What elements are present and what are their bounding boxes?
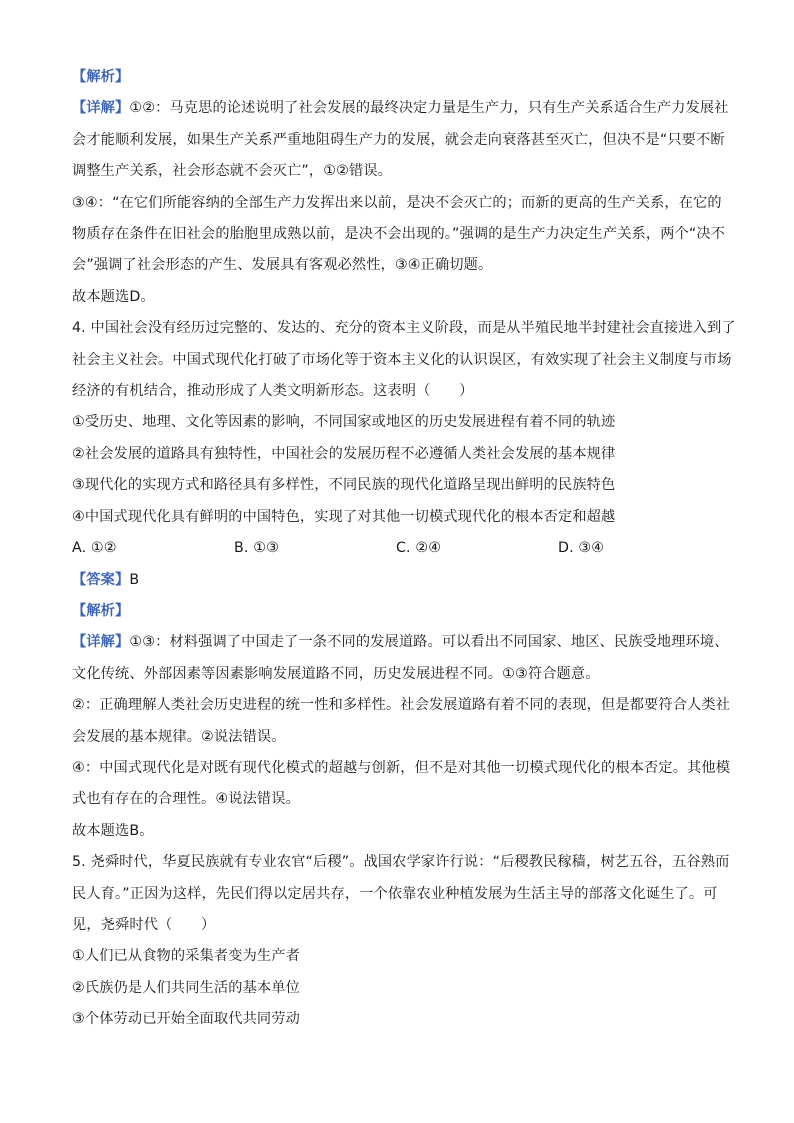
- answer-options: [72, 533, 728, 564]
- detail-line: 会才能顺利发展，如果生产关系严重地阻碍生产力的发展，就会走向衰落甚至灭亡，但决不是“只要不断: [72, 131, 725, 148]
- option-a: A. ①②: [72, 540, 117, 557]
- detail-line: 会发展的基本规律。②说法错误。: [72, 728, 286, 745]
- detail-label: 【详解】: [72, 634, 130, 651]
- document-page: [72, 62, 736, 1036]
- question-stem: 4. 中国社会没有经历过完整的、发达的、充分的资本主义阶段，而是从半殖民地半封建社会直接进入到了: [72, 320, 736, 337]
- question-stem: 见，尧舜时代（ ）: [72, 916, 216, 933]
- detail-paragraph: 【详解】①②：马克思的论述说明了社会发展的最终决定力量是生产力，只有生产关系适合生产力发展社: [72, 100, 729, 117]
- answer-label: 【答案】: [72, 571, 130, 588]
- detail-line: ③④：“在它们所能容纳的全部生产力发挥出来以前，是决不会灭亡的；而新的更高的生产关系，在它的: [72, 194, 722, 211]
- question-stem: 社会主义社会。中国式现代化打破了市场化等于资本主义化的认识误区，有效实现了社会主义制度与市场: [72, 351, 732, 368]
- detail-line: 会”强调了社会形态的产生、发展具有客观必然性，③④正确切题。: [72, 257, 493, 274]
- statement-item: ③现代化的实现方式和路径具有多样性，不同民族的现代化道路呈现出鲜明的民族特色: [72, 477, 616, 494]
- detail-line: 物质存在条件在旧社会的胎胞里成熟以前，是决不会出现的。”强调的是生产力决定生产关系，两个“决不: [72, 226, 726, 243]
- statement-item: ②氏族仍是人们共同生活的基本单位: [72, 979, 300, 996]
- detail-line: ④：中国式现代化是对既有现代化模式的超越与创新，但不是对其他一切模式现代化的根本否定。其他模: [72, 759, 731, 776]
- statement-item: ④中国式现代化具有鲜明的中国特色，实现了对其他一切模式现代化的根本否定和超越: [72, 508, 616, 525]
- detail-line: 式也有存在的合理性。④说法错误。: [72, 791, 300, 808]
- option-d: D. ③④: [558, 540, 605, 557]
- answer-line: [72, 565, 728, 596]
- conclusion-line: 故本题选B。: [72, 822, 154, 839]
- statement-item: ①受历史、地理、文化等因素的影响，不同国家或地区的历史发展进程有着不同的轨迹: [72, 414, 616, 431]
- conclusion-line: 故本题选D。: [72, 288, 155, 305]
- statement-item: ①人们已从食物的采集者变为生产者: [72, 948, 300, 965]
- statement-item: ②社会发展的道路具有独特性，中国社会的发展历程不必遵循人类社会发展的基本规律: [72, 445, 616, 462]
- detail-line: ②：正确理解人类社会历史进程的统一性和多样性。社会发展道路有着不同的表现，但是都要符合人类社: [72, 697, 731, 714]
- detail-paragraph: 【详解】①③：材料强调了中国走了一条不同的发展道路。可以看出不同国家、地区、民族受地理环境、: [72, 634, 729, 651]
- answer-value: B: [129, 571, 140, 588]
- question-stem: 经济的有机结合，推动形成了人类文明新形态。这表明（ ）: [72, 383, 474, 400]
- question-stem: 5. 尧舜时代，华夏民族就有专业农官“后稷”。战国农学家许行说：“后稷教民稼穑，树艺五谷，五谷熟而: [72, 854, 730, 871]
- detail-line: 调整生产关系，社会形态就不会灭亡”，①②错误。: [72, 163, 392, 180]
- analysis-heading: 【解析】: [72, 602, 130, 619]
- option-c: C. ②④: [396, 540, 442, 557]
- detail-line: 文化传统、外部因素等因素影响发展道路不同，历史发展进程不同。①③符合题意。: [72, 665, 600, 682]
- statement-item: ③个体劳动已开始全面取代共同劳动: [72, 1011, 300, 1028]
- option-b: B. ①③: [234, 540, 279, 557]
- analysis-heading: 【解析】: [72, 69, 130, 85]
- question-stem: 民人育。”正因为这样，先民们得以定居共存，一个依靠农业种植发展为生活主导的部落文化诞生了。可: [72, 885, 718, 902]
- detail-label: 【详解】: [72, 100, 130, 117]
